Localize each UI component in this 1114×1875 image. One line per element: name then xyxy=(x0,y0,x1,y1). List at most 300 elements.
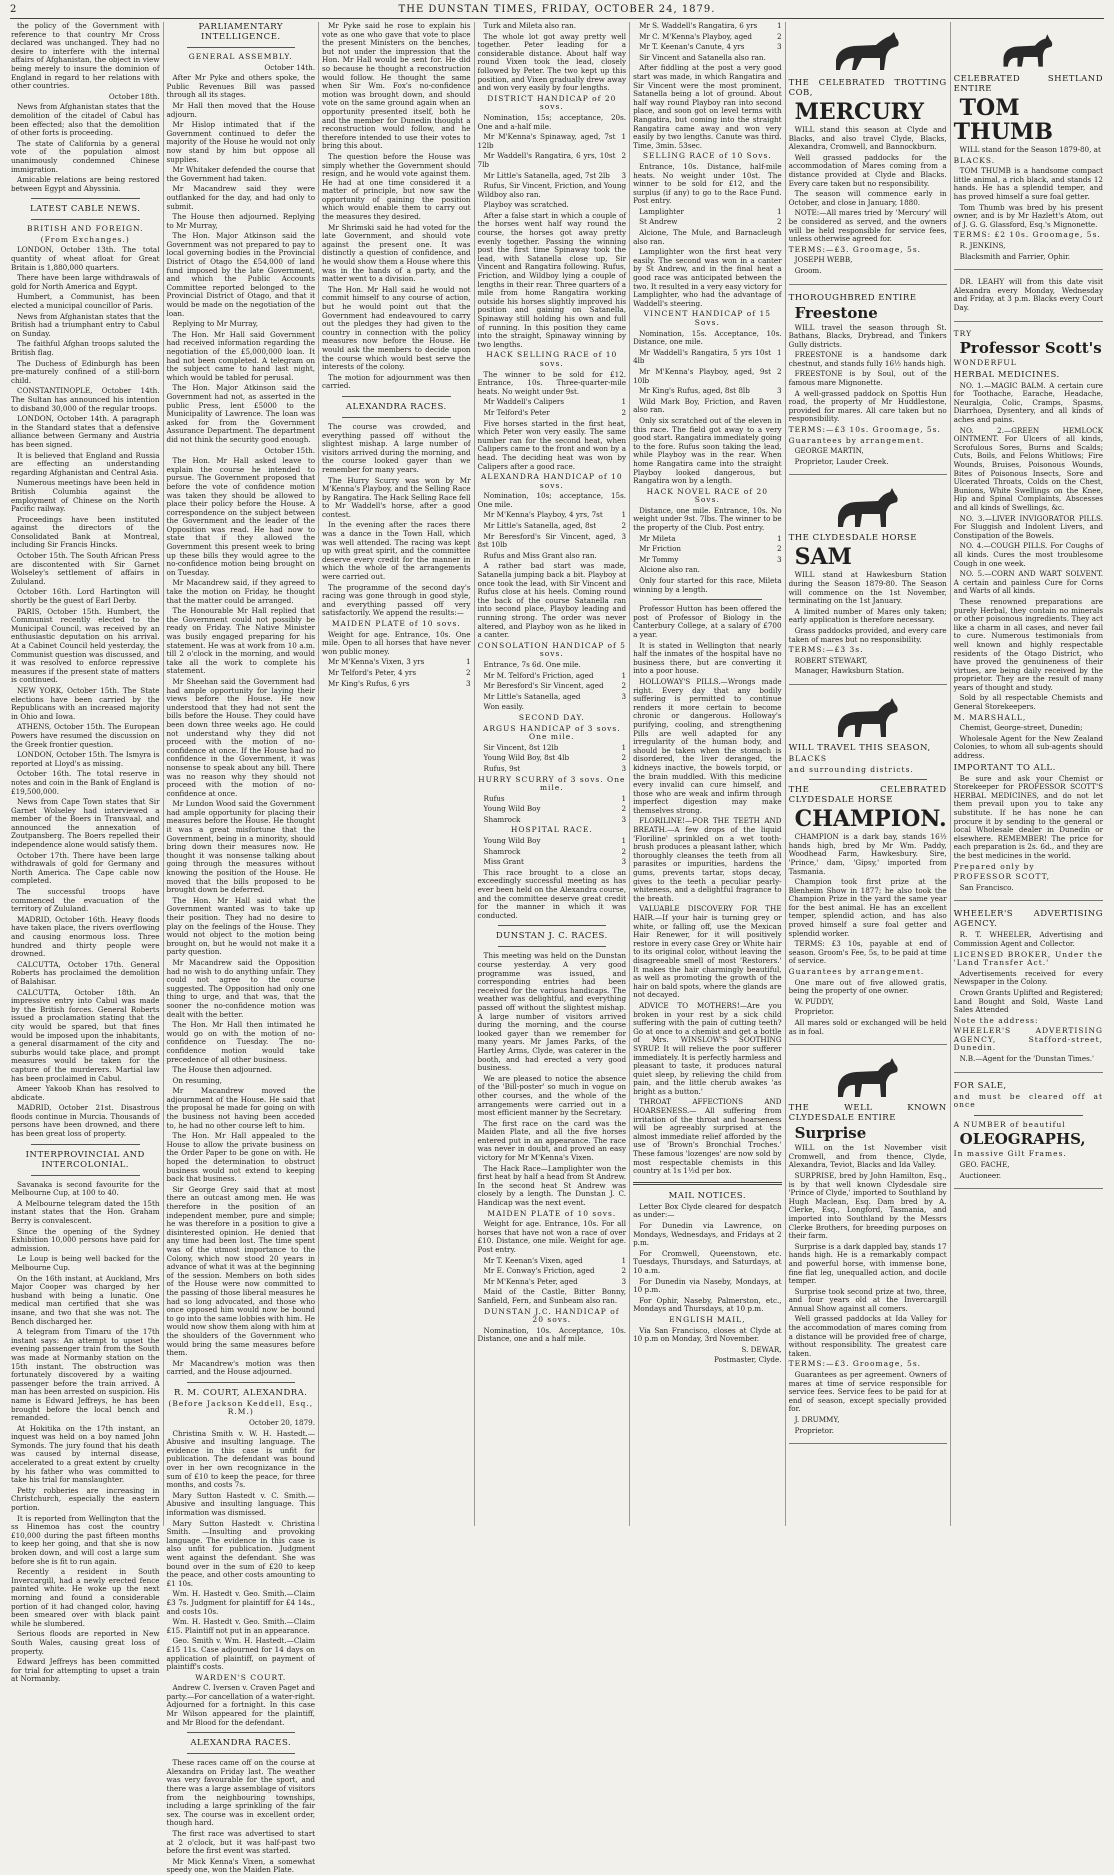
article-paragraph: LONDON, October 15th. The Ismyra is reported at Lloyd's as missing. xyxy=(11,750,160,768)
advert-text: R. T. WHEELER, Advertising and Commission Agent and Collector. xyxy=(953,930,1104,948)
entrant: Mr Tommy xyxy=(639,554,679,564)
race-result xyxy=(633,43,782,52)
divider xyxy=(187,1732,296,1733)
advert-text: Sold by all respectable Chemists and General Storekeepers. xyxy=(953,693,1104,712)
divider xyxy=(809,779,927,780)
race-result xyxy=(478,1267,627,1276)
entire-horse-icon xyxy=(828,1057,908,1099)
entrant: Mr M'Kenna's Vixen, 3 yrs xyxy=(328,657,425,667)
advert-signature: M. MARSHALL, xyxy=(953,712,1027,722)
advert-signature: ROBERT STEWART, xyxy=(794,655,868,665)
article-paragraph: Wm. H. Hastedt v. Geo. Smith.—Claim £3 7s. Judgment for plaintiff for £4 14s., and costs 10s. xyxy=(166,1589,316,1616)
advert-horse-name: SAM xyxy=(794,544,852,571)
article-paragraph: October 15th. The South African Press are discontented with Sir Garnet Wolseley's settlement of affairs in Zululand. xyxy=(11,551,160,586)
race-result xyxy=(478,805,627,814)
advert-heading: FOR SALE, xyxy=(953,1080,1007,1091)
article-paragraph: Entrance, 7s 6d. One mile. xyxy=(483,659,581,669)
article-paragraph: Amicable relations are being restored between Egypt and Abyssinia. xyxy=(11,175,160,193)
article-paragraph: FLORILINE!—FOR THE TEETH AND BREATH.—A few drops of the liquid 'Floriline' sprinkled on a wet tooth-brush produces a pleasant lather, which thoroughly cleanses the teeth from all parasites or impurities, hardens the gums, prevents tartar, stops decay, gives to the teeth a peculiar pearly-whiteness, and a delightful fragrance to the breath. xyxy=(633,816,782,903)
article-paragraph: The whole lot got away pretty well together. Peter leading for a considerable distance. About half way round Vixen took the lead, closely followed by Peter. The two kept up this position, and Vixen gradually drew away and won very easily by four lengths. xyxy=(477,31,627,93)
article-paragraph: The Hon. Mr Hall appealed to the House to allow the private business on the Order Paper to be gone on with. He hoped the determination to obstruct business would not extend to keeping back that business. xyxy=(166,1131,316,1184)
section-heading: DUNSTAN J. C. RACES. xyxy=(495,931,608,942)
sub-heading: (Before Jackson Keddell, Esq., R.M.) xyxy=(168,1398,314,1417)
article-paragraph: ADVICE TO MOTHERS!—Are you broken in your rest by a sick child suffering with the pain of cutting teeth? Go at once to a chemist and get a bottle of Mrs. WINSLOW'S SOOTHING SYRUP. It will relieve the poor sufferer immediately. It is perfectly harmless and pleasant to taste, it produces natural quiet sleep, by relieving the child from pain, and the little cherub awakes 'as bright as a button.' xyxy=(633,1000,782,1096)
divider xyxy=(653,599,762,600)
article-paragraph: The Hon. Major Atkinson said the Government had not, as asserted in the public Press, lent £5000 to the Municipality of Lawrence. The loan was asked for from the Government Assurance Department. The department did not think the security good enough. xyxy=(166,383,316,444)
article-paragraph: Sir George Grey said that at most there an outcast among men. He was therefore in the position of an independent member, pure and simple; he was therefore in a position to give a disinterested opinion. He denied that any time had been lost. The time spent was of the utmost importance to the Colony, which now stood 20 years in advance of what it was at the beginning of the session. Members on both sides of the House were now committed to the passing of those liberal measures he had so long advocated, and those who once opposed him would now be bound to go into the same lobbies with him. He would now show them along with him at the shoulders of the Government who would bring the same measures before them. xyxy=(166,1184,316,1358)
race-result xyxy=(322,680,471,689)
article-paragraph: The Hon. Mr Hall said what the Government wanted was to take up their position. They had no desire to play on the feelings of the House. They would not object to the motion being brought on, but he would not make it a party question. xyxy=(166,895,316,957)
article-paragraph: Letter Box Clyde cleared for despatch as under:— xyxy=(633,1201,782,1220)
article-paragraph: It is stated in Wellington that nearly half the inmates of the hospital have no business there, but are converting it into a poor house. xyxy=(633,640,782,676)
race-heading: HACK NOVEL RACE of 20 Sovs. xyxy=(646,486,769,505)
column-3 xyxy=(319,22,475,1526)
entrant: Mr King's Rufus, 6 yrs xyxy=(328,678,410,688)
race-heading: HURRY SCURRY of 3 sovs. One mile. xyxy=(478,774,626,793)
page-number: 2 xyxy=(10,4,18,15)
placing: 2 xyxy=(621,407,627,417)
sub-heading: BRITISH AND FOREIGN. xyxy=(27,224,144,234)
article-paragraph: These races came off on the course at Alexandra on Friday last. The weather was very favourable for the sport, and there was a large assemblage of visitors from the neighbouring townships, including a large sprinkling of the fair sex. The course was in excellent order, though hard. xyxy=(166,1758,316,1828)
article-paragraph: Rufus, Sir Vincent, Friction, and Young Wildboy also ran. xyxy=(477,181,627,199)
article-paragraph: Wm. H. Hastedt v. Geo. Smith.—Claim £15. Plaintiff not put in an appearance. xyxy=(166,1617,316,1635)
entrant: Mr King's Rufus, aged, 8st 8lb xyxy=(639,386,750,396)
advert-signature: San Francisco. xyxy=(959,882,1014,892)
article-paragraph: The Hon. Mr Hall then intimated he would go on with the motion of no-confidence on Tuesday. The no-confidence motion would take precedence of all other business. xyxy=(166,1020,316,1064)
divider xyxy=(633,1182,782,1185)
article-paragraph: Christina Smith v. W. H. Hastedt.— Abusive and insulting language. The evidence in this case is unfit for publication. The defendant was bound over in her own recognizance in the sum of £10 to keep the peace, for three months, and costs 7s. xyxy=(166,1428,316,1490)
entrant: Mr Waddell's Rangatira, 5 yrs 10st 4lb xyxy=(633,347,771,366)
advert-heading: WONDERFUL xyxy=(953,358,1017,368)
advert-dr-leahy xyxy=(954,274,1103,321)
advert-text: DR. LEAHY will from this date visit Alexandra every Monday, Wednesday and Friday, at 3 p.m. Blacks every Court Day. xyxy=(953,277,1104,312)
race-result xyxy=(633,208,782,217)
advert-heading: CELEBRATED SHETLAND ENTIRE xyxy=(953,74,1104,94)
placing: 1 xyxy=(621,742,627,752)
advert-text: FREESTONE is a handsome dark chestnut, and stands fully 16½ hands high. xyxy=(788,350,947,368)
article-paragraph: Maid of the Castle, Bitter Bonny, Sanfield, Fern, and Sunbeam also ran. xyxy=(477,1287,627,1305)
article-paragraph: Alcione also ran. xyxy=(639,565,700,575)
race-heading: DUNSTAN J.C. HANDICAP of 20 sovs. xyxy=(484,1306,620,1325)
advert-text: Well grassed paddocks at Ida Valley for the accommodation of mares coming from a distance will be provided free of charge, without responsibility. The greatest care taken. xyxy=(788,1314,947,1358)
entrant: Mr Beresford's Sir Vincent, aged xyxy=(483,681,604,691)
divider xyxy=(342,417,451,418)
article-paragraph: The programme of the second day's racing was gone through in good style, and everything passed off very satisfactorily. We append the results:— xyxy=(322,582,471,618)
article-paragraph: Via San Francisco, closes at Clyde at 10 p.m on Monday, 3rd November. xyxy=(633,1325,782,1344)
article-paragraph: The House then adjourned. Replying to Mr Murray, xyxy=(166,212,316,230)
race-heading: MAIDEN PLATE of 10 sovs. xyxy=(331,619,461,628)
advert-text: N.B.—Agent for the 'Dunstan Times.' xyxy=(959,1054,1095,1064)
article-paragraph: Professor Hutton has been offered the post of Professor of Biology in the Canterbury College, at a salary of £700 a year. xyxy=(633,604,782,639)
column-4 xyxy=(475,22,631,1526)
advert-text: WILL stand for the Season 1879-80, at xyxy=(959,145,1101,154)
advert-professor-scott xyxy=(954,326,1103,902)
advert-text: All mares sold or exchanged will be held as in foal. xyxy=(788,1018,947,1036)
placing: 3 xyxy=(621,814,627,824)
article-paragraph: For Dunedin via Naseby, Mondays, at 10 p.m. xyxy=(633,1276,782,1295)
divider xyxy=(187,1382,296,1383)
advert-text: Prepared only by xyxy=(953,861,1035,871)
placing: 2 xyxy=(777,31,782,41)
advert-text: NO. 1.—MAGIC BALM. A certain cure for Toothache, Earache, Headache, Neuralgia, Colic, Cramps, Spasms, Diarrhoea, Dysentery, and all kinds of aches and pains. xyxy=(953,380,1104,425)
advert-champion xyxy=(789,689,947,1045)
placing: 2 xyxy=(621,151,627,161)
advert-surprise xyxy=(789,1049,947,1444)
article-paragraph: VALUABLE DISCOVERY FOR THE HAIR.—If your hair is turning grey or white, or falling off, use the Mexican Hair Renewer, for it will positively restore in every case Grey or White hair to its original color, without leaving the disagreeable smell of most 'Restorers.' It makes the hair charmingly beautiful, as well as promoting the growth of the hair on bald spots, where the glands are not decayed. xyxy=(633,904,782,1000)
placing: 1 xyxy=(621,397,627,407)
section-heading: R. M. COURT, ALEXANDRA. xyxy=(174,1387,308,1398)
article-paragraph: The Hon. Major Atkinson said the Government was not prepared to pay to local governing bodies in the Provincial District of Otago the £54,000 of land fund imposed by the late Government, and which the Public Accounts Committee reported belonged to the Provincial District of Otago, and that it would be made on the negotiation of the loan. xyxy=(166,231,316,318)
entrant: Mr Little's Satanella, aged, 8st xyxy=(483,521,597,531)
advert-text: The season will commence early in October, and close in January, 1880. xyxy=(788,189,947,207)
article-paragraph: A telegram from Timaru of the 17th instant says: An attempt to upset the evening passenger train from the South was made at Normanby station on the 15th instant. The obstruction was fortunately discovered by a waiting passenger before the train arrived. A man has been arrested on suspicion. His name is Edward Jeffreys, he has been brought before the local bench and remanded. xyxy=(11,1327,160,1423)
article-paragraph: Mary Sutton Hastedt v. C. Smith.—Abusive and insulting language. This information was dismissed. xyxy=(166,1490,316,1517)
advert-text: Surprise is a dark dappled bay, stands 17 hands high. He is a remarkably compact and powerful horse, with immense bone, fine flat leg, unequalled action, and docile temper. xyxy=(788,1241,947,1286)
article-paragraph: It is believed that England and Russia are effecting an understanding regarding Afghanistan and Central Asia. xyxy=(11,450,160,477)
advert-text: A NUMBER of beautiful xyxy=(953,1119,1066,1129)
advert-heading: THE CELEBRATED TROTTING COB, xyxy=(788,78,947,98)
column-1 xyxy=(8,21,164,1684)
article-paragraph: NEW YORK, October 15th. The State elections have been carried by the Republicans with an increased majority in Ohio and Iowa. xyxy=(11,685,160,721)
advert-text: Well grassed paddocks for the accommodation of Mares coming from a distance provided at Clyde and Blacks. Every care taken but no responsibility. xyxy=(788,152,947,188)
placing: 1 xyxy=(777,21,782,30)
entrant: Mr T. Keenan's Vixen, aged xyxy=(483,1255,583,1265)
article-paragraph: Numerous meetings have been held in British Columbia against the employment of Chinese on the North Pacific railway. xyxy=(11,478,160,514)
race-result xyxy=(478,744,627,753)
article-paragraph: THROAT AFFECTIONS AND HOARSENESS.— All suffering from irritation of the throat and hoarseness will be agreeably surprised at the almost immediate relief afforded by the use of 'Brown's Bronchial Troches.' These famous 'lozenges' are now sold by most respectable chemists in this country at 1s 1½d per box. xyxy=(633,1097,782,1176)
race-result xyxy=(478,1257,627,1266)
article-paragraph: There have been large withdrawals of gold for North America and Egypt. xyxy=(11,273,160,291)
article-paragraph: The Hurry Scurry was won by Mr M'Kenna's Playboy, and the Selling Race by Rangatira. The Hack Selling Race fell to Mr Waddell's horse, after a good contest. xyxy=(322,475,471,519)
article-paragraph: After fiddling at the post a very good start was made, in which Rangatira and Sir Vincent were the most prominent, Satanella being a lot of ground. About half way round Playboy ran into second place, and soon got on level terms with Rangatira, but coming into the straight Rangatira came away and won very easily by two lengths. Canute was third. Time, 3min. 53sec. xyxy=(633,63,782,150)
placing: 1 xyxy=(465,657,471,667)
divider xyxy=(187,47,296,48)
advert-text: Tom Thumb was bred by his present owner, and is by Mr Hazlett's Atom, out of J. G. G. Glassford, Esq.'s Mignonette. xyxy=(953,202,1104,229)
divider xyxy=(31,198,140,199)
masthead xyxy=(10,4,1104,19)
race-heading: HOSPITAL RACE. xyxy=(510,825,593,835)
section-heading: ALEXANDRA RACES. xyxy=(345,401,447,412)
article-paragraph: This race brought to a close an exceedingly successful meeting as has ever been held on the Alexandra course, and the committee deserve great credit for the manner in which it was conducted. xyxy=(477,867,627,920)
advert-horse-name: Freestone xyxy=(794,303,878,322)
entrant: St Andrew xyxy=(639,217,678,227)
advert-text: WILL travel the season through St. Bathans, Blacks, Drybread, and Tinkers Gully districts. xyxy=(788,322,947,349)
advert-heading: THE CELEBRATED CLYDESDALE HORSE xyxy=(788,785,947,806)
race-result xyxy=(478,765,627,774)
entrant: Mr M'Kenna's Spinaway, aged, 7st 12lb xyxy=(477,132,616,150)
advert-text: LICENSED BROKER, Under the 'Land Transfer Act.' xyxy=(953,949,1104,968)
article-paragraph: the policy of the Government with reference to that country Mr Cross declared was unchanged. They had no desire to interfere with the internal affairs of Afghanistan, the object in view being merely to insure the dominion of England in regard to her relations with other countries. xyxy=(11,21,160,91)
article-paragraph: Edward Jeffreys has been committed for trial for attempting to upset a train at Normanby. xyxy=(11,1657,160,1684)
placing: 1 xyxy=(777,347,782,357)
article-paragraph: Mr Macandrew said they were outflanked for the day, and had only to submit. xyxy=(166,184,316,211)
clydesdale-horse-icon xyxy=(828,697,908,739)
advert-signature: W. PUDDY, xyxy=(794,996,834,1006)
advert-text: NO. 3.—LIVER INVIGORATOR PILLS. For Sluggish and Indolent Livers, and Constipation of the Bowels. xyxy=(953,513,1104,540)
article-paragraph: October 17th. There have been large withdrawals of gold for Germany and North America. The Cape cable now completed. xyxy=(11,850,160,886)
race-result xyxy=(478,795,627,804)
article-paragraph: On the 16th instant, at Auckland, Mrs Major Cooper was charged by her husband with being a lunatic. One medical man certified that she was insane, and two that she was not. The Bench discharged her. xyxy=(11,1273,160,1326)
article-paragraph: MADRID, October 16th. Heavy floods have taken place, the rivers overflowing and causing enormous loss. Three hundred and thirty people were drowned. xyxy=(11,914,160,959)
entrant: Shamrock xyxy=(483,846,521,856)
article-paragraph: October 16th. Lord Hartington will shortly be the guest of Earl Derby. xyxy=(11,587,160,606)
divider xyxy=(498,925,607,926)
advert-text: NO. 4.—COUGH PILLS. For Coughs of all kinds. Cures the most troublesome Cough in one week. xyxy=(953,541,1104,568)
placing: 3 xyxy=(465,678,471,688)
article-paragraph: Mr Lundon Wood said the Government had ample opportunity for placing their measures before the House. He thought it was a great misfortune that the Government, being in a minority, should bring down their measures now. He thought it was nonsense talking about going through the measures without knowing the position of the House. He moved that the bills proposed to be brought down be deferred. xyxy=(166,799,316,895)
advert-heading: IMPORTANT TO ALL. xyxy=(953,762,1056,773)
entrant: Young Wild Boy xyxy=(483,836,541,846)
advert-text: CHAMPION is a dark bay, stands 16½ hands high, bred by Mr Wm. Paddy, Woodhead Farm, Hawkesbury. Sire, 'Prince,' dam, 'Gipsy,' imported from Tasmania. xyxy=(788,832,947,876)
placing: 1 xyxy=(777,206,782,216)
advert-freestone xyxy=(789,289,947,476)
advert-text: WILL stand at Hawkesburn Station during the Season 1879-80. The Season will commence on the 1st November, terminating on the 1st January. xyxy=(788,570,947,606)
race-result xyxy=(478,152,627,169)
race-result xyxy=(633,556,782,565)
article-paragraph: October 16th. The total reserve in notes and coin in the Bank of England is £19,500,000. xyxy=(11,769,160,796)
race-heading: HACK SELLING RACE of 10 sovs. xyxy=(486,350,618,368)
placing: 2 xyxy=(777,217,782,227)
article-paragraph: The Hon. Mr Hall said he would not commit himself to any course of action, but he would point out that the Government had endeavoured to carry out the pledges they had given to the country in connection with the policy measures now before the House. He would ask the members to decide upon the course which would best serve the interests of the colony. xyxy=(322,284,471,372)
race-result xyxy=(633,349,782,366)
advert-signature: Proprietor. xyxy=(794,1425,834,1435)
advert-text: NO. 2.—GREEN HEMLOCK OINTMENT. For Ulcers of all kinds, Scrofulous Sores, Burns and Scalds; Cuts, Boils, and Felons Whitlows; Fire Wounds, Bruises, Poisonous Wounds, Bites of Poisonous Insects, Sore and Ulcerated Throats, Colds on the Chest, Bunions, White Swellings on the Knee, Hip and Spinal Complaints, Abscesses and all kinds of Swellings, &c. xyxy=(953,425,1104,512)
entrant: Mr Little's Satanella, aged, 7st 2lb xyxy=(483,170,610,180)
article-paragraph: Mr Macandrew moved the adjournment of the House. He said that the proposal he made for going on with the business not having been acceded to, he had no other course left to him. xyxy=(166,1086,316,1130)
sub-heading: GENERAL ASSEMBLY. xyxy=(188,52,293,61)
article-paragraph: MADRID, October 21st. Disastrous floods continue in Murcia. Thousands of persons have been drowned, and there has been great loss of property. xyxy=(11,1103,160,1139)
pony-icon xyxy=(993,30,1063,70)
article-paragraph: Weight for age. Entrance, 10s. One mile. Open to all horses that have never won public money. xyxy=(322,629,471,656)
article-paragraph: Proceedings have been instituted against the directors of the Consolidated Bank at Montreal, including Sir Francis Hincks. xyxy=(11,514,160,550)
article-paragraph: We are pleased to notice the absence of the 'Bill-poster' so much in vogue on other courses, and the whole of the arrangements were carried out in a most efficient manner by the Secretary. xyxy=(477,1073,627,1118)
article-paragraph: Five horses started in the first heat, which Peter won very easily. The same number ran for the second heat, when Calipers came to the front and won by a head. The deciding heat was won by Calipers after a good race. xyxy=(477,418,627,471)
article-paragraph: Distance, one mile. Entrance, 10s. No weight under 9st. 7lbs. The winner to be the property of the Club. Post entry. xyxy=(633,505,782,533)
race-result xyxy=(478,511,627,520)
advert-horse-name: Surprise xyxy=(794,1124,867,1143)
race-result xyxy=(478,533,627,550)
article-paragraph: For Cromwell, Queenstown, etc. Tuesdays, Thursdays, and Saturdays, at 10 a.m. xyxy=(633,1248,782,1275)
entrant: Mr Waddell's Rangatira, 6 yrs, 10st 7lb xyxy=(477,151,616,169)
article-paragraph: In the evening after the races there was a dance in the Town Hall, which was well attended. The racing was kept up with great spirit, and the committee deserve every credit for the manner in which the whole of the arrangements were carried out. xyxy=(322,520,471,582)
column-6 xyxy=(786,22,951,1526)
advert-text: Crown Grants Uplifted and Registered; Land Bought and Sold, Waste Land Sales Attended xyxy=(953,987,1104,1015)
dateline: October 15th. xyxy=(264,445,316,455)
entrant: Mr M'Kenna's Playboy, aged, 9st 10lb xyxy=(633,366,771,385)
advert-text: These renowned preparations are purely Herbal, they contain no minerals or other poisonous ingredients. They act like a charm in all cases, and never fail to cure. Numerous testimonials from well known and highly respectable residents of the Otago District, who have proved the genuineness of their virtues, are being daily received by the proprietor. They are the result of many years of thought and study. xyxy=(953,596,1104,692)
columns xyxy=(8,21,1106,1875)
placing: 1 xyxy=(621,132,627,142)
entrant: Mr Waddell's Calipers xyxy=(483,397,565,407)
advert-heading: THE CLYDESDALE HORSE xyxy=(788,533,917,544)
placing: 2 xyxy=(621,753,627,763)
placing: 2 xyxy=(621,681,627,691)
article-paragraph: Mr Macandrew said the Opposition had no wish to do anything unfair. They could not agree to the course suggested. The Opposition had only one thing to urge, and that was, that the sooner the no-confidence motion was dealt with the better. xyxy=(166,957,316,1019)
advert-signature: Manager, Hawksburn Station. xyxy=(794,666,905,676)
race-result xyxy=(633,22,782,31)
article-paragraph: Mr Hislop intimated that if the Government continued to defer the majority of the House he would not only now stand by him but oppose all supplies. xyxy=(166,120,316,164)
race-result xyxy=(478,754,627,763)
placing: 1 xyxy=(621,510,627,520)
article-paragraph: HOLLOWAY'S PILLS.—Wrongs made right. Every day that any bodily suffering is permitted to continue renders it more certain to become chronic or dangerous. Holloway's purifying, cooling, and strengthening Pills are well adapted for any irregularity of the human body, and should be taken when the stomach is disordered, the liver deranged, the kidneys inactive, the bowels torpid, or the brain muddled. With this medicine every invalid can cure himself, and those who are weak and infirm through imperfect digestion may make themselves strong. xyxy=(633,676,782,815)
article-paragraph: Mr Macandrew said, if they agreed to take the motion on Friday, he thought that the matter could be arranged. xyxy=(166,578,316,605)
entrant: Sir Vincent, 8st 12lb xyxy=(483,742,559,752)
advert-for-sale xyxy=(954,1077,1103,1190)
advert-text: NOTE:—All mares tried by 'Mercury' will be considered as served, and the owners will be held responsible for service fees, unless otherwise agreed for. xyxy=(788,208,947,244)
race-heading: MAIDEN PLATE of 10 sovs. xyxy=(487,1208,617,1218)
advert-text: Wholesale Agent for the New Zealand Colonies, to whom all sub-agents should address. xyxy=(953,733,1104,761)
article-paragraph: Petty robberies are increasing in Christchurch, especially the eastern portion. xyxy=(11,1485,160,1513)
race-result xyxy=(322,669,471,678)
placing: 3 xyxy=(777,554,782,564)
placing: 2 xyxy=(621,846,627,856)
article-paragraph: The motion for adjournment was then carried. xyxy=(322,372,471,391)
race-result xyxy=(478,858,627,867)
article-paragraph: Serious floods are reported in New South Wales, causing great loss of property. xyxy=(11,1629,160,1656)
article-paragraph: The Honourable Mr Hall replied that the Government could not possibly be ready on Friday. The Native Minister was busily engaged preparing for his statement. He was at work from 10 a.m. till 2 o'clock in the morning, and would take all the work to complete his statement. xyxy=(166,606,316,676)
race-heading: ALEXANDRA HANDICAP of 10 sovs. xyxy=(480,472,623,490)
entrant: Mr Mileta xyxy=(639,533,676,543)
advert-signature: GEO. FACHE, xyxy=(959,1160,1010,1170)
entrant: Mr Little's Satanella, aged xyxy=(483,691,581,701)
advert-text: Champion took first prize at the Blenheim Show in 1877; he also took the Champion Prize in the yard the same year for the best animal. He has an excellent temper, splendid action, and has also proved himself a sure foal getter and splendid worker. xyxy=(788,877,947,938)
advert-signature: R. JENKINS, xyxy=(959,240,1006,250)
race-result xyxy=(633,33,782,42)
advert-sam xyxy=(789,479,947,685)
sub-heading: ENGLISH MAIL, xyxy=(669,1314,746,1324)
placing: 2 xyxy=(621,804,627,814)
entrant: Mr Telford's Peter xyxy=(483,407,550,417)
article-paragraph: The Hon. Mr Hall said Government had received information regarding the negotiation of the £5,000,000 loan. It had not been completed. A telegram on the subject came to hand last night, which would be tabled for perusal. xyxy=(166,329,316,382)
column-2 xyxy=(164,22,320,1875)
article-paragraph: Andrew C. Iversen v. Craven Paget and party.—For cancellation of a water-right. Adjourned for a fortnight. In this case Mr Wilson appeared for the plaintiff, and Mr Blood for the defendant. xyxy=(166,1683,316,1727)
advert-text: Be sure and ask your Chemist or Storekeeper for PROFESSOR SCOTT'S HERBAL MEDICINES, and do not let them prevail upon you to take any substitute. If he has none he can procure it by sending to the general or local Wholesale dealer in Dunedin or elsewhere. REMEMBER! The price for each preparation is 2s. 6d., and they are the best medicines in the world. xyxy=(953,773,1104,860)
article-paragraph: The House then adjourned. xyxy=(172,1065,272,1075)
divider xyxy=(31,1144,140,1145)
placing: 3 xyxy=(621,857,627,867)
article-paragraph: The Hack Race—Lamplighter won the first heat by half a head from St Andrew. In the second heat St Andrew was closely by a length. The Dunstan J. C. Handicap was the next event. xyxy=(477,1163,627,1208)
advert-heading: HERBAL MEDICINES. xyxy=(953,369,1060,380)
draught-horse-icon xyxy=(828,487,908,529)
column-5 xyxy=(630,22,786,1526)
entrant: Young Wild Boy, 8st 4lb xyxy=(483,753,570,763)
placing: 2 xyxy=(777,544,782,554)
column-7 xyxy=(951,22,1106,1526)
advert-text: Advertisements received for every Newspaper in the Colony. xyxy=(953,968,1104,987)
article-paragraph: For Ophir, Naseby, Palmerston, etc., Mondays and Thursdays, at 10 p.m. xyxy=(633,1295,782,1314)
advert-signature: Blacksmith and Farrier, Ophir. xyxy=(959,251,1071,261)
article-paragraph: Since the opening of the Sydney Exhibition 10,000 persons have paid for admission. xyxy=(11,1226,160,1253)
advert-terms: TERMS: £3 10s, payable at end of season. Groom's Fee, 5s, to be paid at time of service. xyxy=(788,939,947,966)
article-paragraph: Weight for age. Entrance, 10s. For all horses that have not won a race of over £10. Distance, one mile. Weight for age. Post entry. xyxy=(477,1219,627,1254)
section-heading: PARLIAMENTARY INTELLIGENCE. xyxy=(198,22,284,42)
article-paragraph: The course was crowded, and everything passed off without the slightest mishap. A large number of visitors arrived during the morning, and the course looked gayer than we remember for many years. xyxy=(322,421,471,474)
race-result xyxy=(478,398,627,407)
advert-text: One mare out of five allowed gratis, being the property of one owner. xyxy=(788,977,947,996)
advert-heading: TRY xyxy=(953,328,973,338)
divider xyxy=(342,396,451,397)
article-paragraph: Nomination, 15s. Acceptance, 10s. Distance, one mile. xyxy=(633,328,782,347)
entrant: Shamrock xyxy=(483,814,521,824)
advert-terms: TERMS:—£3 10s. Groomage, 5s. xyxy=(788,425,941,435)
section-heading: MAIL NOTICES. xyxy=(668,1190,747,1201)
article-paragraph: ATHENS, October 15th. The European Powers have resumed the discussion on the Greek frontier question. xyxy=(11,722,160,749)
advert-text: Surprise took second prize at two, three, and four years old at the Invercargill Annual Show against all comers. xyxy=(788,1286,947,1313)
race-result xyxy=(633,387,782,396)
advert-wheeler-agency xyxy=(954,905,1103,1072)
section-heading: ALEXANDRA RACES. xyxy=(190,1738,292,1749)
dateline: October 20, 1879. xyxy=(249,1418,316,1428)
dateline: October 18th. xyxy=(108,91,160,101)
trotting-horse-icon xyxy=(828,30,908,74)
article-paragraph: The faithful Afghan troops saluted the British flag. xyxy=(11,339,160,357)
race-result xyxy=(478,133,627,150)
advert-tom-thumb xyxy=(954,22,1103,270)
advert-text: WILL stand this season at Clyde and Blacks, and also travel Clyde, Blacks, Alexandra, Cromwell, and Bannockburn. xyxy=(788,125,947,152)
placing: 2 xyxy=(621,521,627,531)
race-result xyxy=(478,816,627,825)
article-paragraph: After a false start in which a couple of the horses went half way round the course, the horses got away pretty evenly together. Passing the winning post the first time Spinaway took the lead, with Satanella close up, Sir Vincent and Rangatira following. Rufus, Friction, and Wildboy lying a couple of lengths in their rear. Three quarters of a mile from home Rangatira working outside his horses slightly improved his position and gaining on Satanella, Spinaway still holding his own and full of running. In this position they came into the straight, Spinaway winning by two lengths. xyxy=(477,210,627,349)
divider xyxy=(498,946,607,947)
placing: 3 xyxy=(621,531,627,541)
advert-terms: TERMS:—£3. Groomage, 5s. xyxy=(788,244,922,254)
article-paragraph: CALCUTTA, October 17th. General Roberts has proclaimed the demolition of Balahisar. xyxy=(11,959,160,986)
article-paragraph: The Hon. Mr Hall asked leave to explain the course he intended to pursue. The Government proposed that before the vote of confidence motion was taken they should be allowed to place their policy before the House. A correspondence on the subject between the Government and the leader of the Opposition was read. He had now to state that if they allowed the Government this present week to bring up these bills they would agree to the no-confidence motion being brought on on Tuesday. xyxy=(166,456,316,577)
dateline: October 14th. xyxy=(264,62,316,72)
race-heading: VINCENT HANDICAP of 15 Sovs. xyxy=(643,309,772,327)
article-paragraph: At Hokitika on the 17th instant, an inquest was held on a boy named John Symonds. The jury found that his death was caused by internal disease, accelerated to a great extent by cruelty by his father who was committed to take his trial for manslaughter. xyxy=(11,1423,160,1485)
race-result xyxy=(478,522,627,531)
article-paragraph: Savanaka is second favourite for the Melbourne Cup, at 100 to 40. xyxy=(11,1179,160,1198)
advert-signature: Auctioneer. xyxy=(959,1170,1002,1180)
placing: 1 xyxy=(621,670,627,680)
placing: 3 xyxy=(621,1276,627,1286)
advert-heading: WHEELER'S ADVERTISING AGENCY. xyxy=(953,909,1104,930)
article-paragraph: Ameer Yakoob Khan has resolved to abdicate. xyxy=(11,1084,160,1102)
article-paragraph: Only six scratched out of the eleven in this race. The field got away to a very good start. Rangatira immediately going to the fore. Rufus soon taking the lead, while Playboy was in the rear. When home Rangatira came into the straight Playboy looked dangerous, but Rangatira won by a length. xyxy=(633,415,782,486)
divider xyxy=(187,1753,296,1754)
article-paragraph: Rufus and Miss Grant also ran. xyxy=(483,550,597,560)
article-paragraph: The first race was advertised to start at 2 o'clock, but it was half-past two before the first event was started. xyxy=(166,1829,316,1856)
advert-signature: GEORGE MARTIN, xyxy=(794,446,864,456)
article-paragraph: Nomination, 15s; acceptance, 20s. One and a-half mile. xyxy=(477,112,627,131)
entrant: Rufus, 9st xyxy=(483,763,521,773)
article-paragraph: News from Afghanistan states that the British had a triumphant entry to Cabul on Sunday. xyxy=(11,311,160,338)
advert-text: Guarantees by arrangement. xyxy=(788,967,925,977)
article-paragraph: The first race on the card was the Maiden Plate, and all the five horses entered put in an appearance. The race was never in doubt, and proved an easy victory for Mr M'Kenna's Vixen. xyxy=(477,1118,627,1163)
advert-title: OLEOGRAPHS, xyxy=(959,1130,1086,1149)
race-result xyxy=(633,535,782,544)
advert-text: SURPRISE, bred by John Hamilton, Esq., is by that well known Clydesdale sire 'Prince of Clyde,' imported to Southland by Hugh Maclean, Esq. Dam bred by A. Clerke, Esq., Longford, Tasmania, and imported into Southland by the Messrs Clerke Brothers, for breeding purposes on their farm. xyxy=(788,1170,947,1241)
article-paragraph: A rather bad start was made, Satanella jumping back a bit. Playboy at once took the lead, with Sir Vincent and Rufus close at his heels. Coming round the back of the course Satanella ran into second place, Playboy leading and running strong. The order was never altered, and Playboy won as he liked in a canter. xyxy=(477,561,627,640)
race-result xyxy=(478,848,627,857)
advert-heading: and surrounding districts. xyxy=(788,764,914,774)
entrant: Lamplighter xyxy=(639,206,684,216)
divider xyxy=(31,1175,140,1176)
race-result xyxy=(478,837,627,846)
article-paragraph: The state of California by a general vote of the population almost unanimously condemned Chinese immigration. xyxy=(11,138,160,174)
article-paragraph: Mr Macandrew's motion was then carried, and the House adjourned. xyxy=(166,1358,316,1377)
article-paragraph: Mr Shrimski said he had voted for the late Government, and should vote against the present one. It was distinctly a question of confidence, and he would show them a House where this was in the hands of a party, and the matter went to a division. xyxy=(322,222,471,284)
article-paragraph: It is reported from Wellington that the ss Hinemoa has cost the country £10,000 during the past fifteen months to keep her going, and that she is now broken down, and will cost a large sum before she is fit to run again. xyxy=(11,1513,160,1566)
race-result xyxy=(478,172,627,181)
advert-text: A well-grassed paddock on Spottis Hun road, the property of Mr Huddlestone, provided for mares. All care taken but no responsibility. xyxy=(788,388,947,424)
race-heading: SELLING RACE of 10 Sovs. xyxy=(642,151,772,161)
signature: Postmaster, Clyde. xyxy=(713,1355,782,1365)
entrant: Mr Telford's Peter, 4 yrs xyxy=(328,667,417,677)
entrant: Mr Beresford's Sir Vincent, aged, 8st 10lb xyxy=(477,531,616,550)
entrant: Mr T. Keenan's Canute, 4 yrs xyxy=(639,42,745,52)
